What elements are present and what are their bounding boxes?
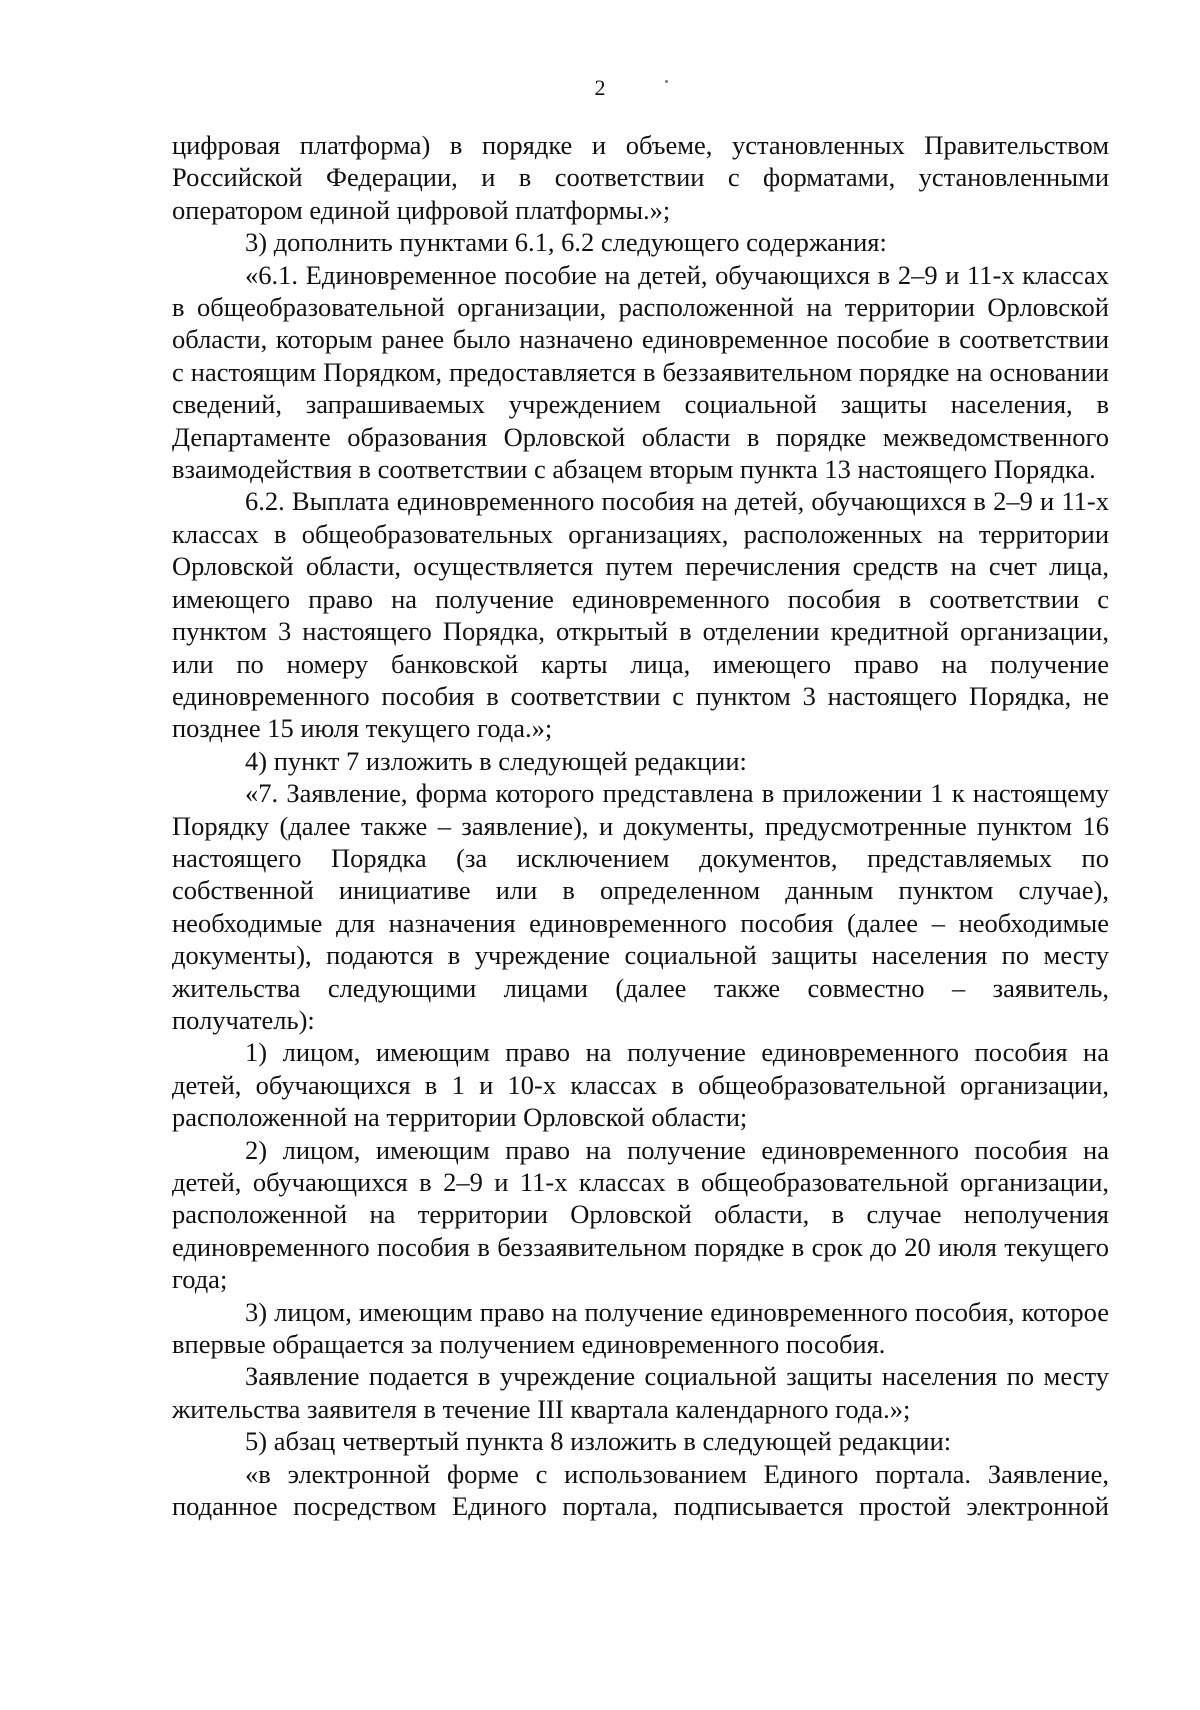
paragraph-list-item-1: 1) лицом, имеющим право на получение единовременного пособия на детей, обучающихся в 1 и 10-х классах в общеобразовательной организации, расположенной на территории Орловской области; (172, 1037, 1109, 1133)
paragraph-continuation: цифровая платформа) в порядке и объеме, установленных Правительством Российской Федерации, и в соответствии с форматами, установленными оператором единой цифровой платформы.»; (172, 130, 1109, 225)
document-body (172, 129, 1109, 1522)
paragraph-list-item-3: 3) лицом, имеющим право на получение единовременного пособия, которое впервые обращается за получением единовременного пособия. (172, 1296, 1109, 1360)
scan-speck (665, 80, 668, 83)
paragraph-amendment-5: 5) абзац четвертый пункта 8 изложить в следующей редакции: (245, 1426, 952, 1457)
paragraph-application-submission: Заявление подается в учреждение социальной защиты населения по месту жительства заявителя в течение III квартала календарного года.»; (172, 1361, 1109, 1424)
paragraph-amendment-4: 4) пункт 7 изложить в следующей редакции: (245, 745, 747, 776)
page-number: 2 (594, 75, 606, 100)
paragraph-amendment-3: 3) дополнить пунктами 6.1, 6.2 следующего содержания: (245, 227, 887, 258)
paragraph-list-item-2: 2) лицом, имеющим право на получение единовременного пособия на детей, обучающихся в 2–9 и 11-х классах в общеобразовательной организации, расположенной на территории Орловской области, в случае неполучения единовременного пособия в беззаявительном порядке в срок до 20 июля текущего года; (172, 1134, 1109, 1295)
paragraph-clause-6-2: 6.2. Выплата единовременного пособия на детей, обучающихся в 2–9 и 11-х классах в общеобразовательных организациях, расположенных на территории Орловской области, осуществляется путем перечисления средств на счет лица, имеющего право на получение единовременного пособия в соответствии с пунктом 3 настоящего Порядка, открытый в отделении кредитной организации, или по номеру банковской карты лица, имеющего право на получение единовременного пособия в соответствии с пунктом 3 настоящего Порядка, не позднее 15 июля текущего года.»; (172, 486, 1109, 744)
paragraph-clause-6-1: «6.1. Единовременное пособие на детей, обучающихся в 2–9 и 11-х классах в общеобразовательной организации, расположенной на территории Орловской области, которым ранее было назначено единовременное пособие в соответствии с настоящим Порядком, предоставляется в беззаявительном порядке на основании сведений, запрашиваемых учреждением социальной защиты населения, в Департаменте образования Орловской области в порядке межведомственного взаимодействия в соответствии с абзацем вторым пункта 13 настоящего Порядка. (172, 259, 1109, 485)
paragraph-clause-7: «7. Заявление, форма которого представлена в приложении 1 к настоящему Порядку (далее также – заявление), и документы, предусмотренные пунктом 16 настоящего Порядка (за исключением документов, представляемых по собственной инициативе или в определенном данным пунктом случае), необходимые для назначения единовременного пособия (далее – необходимые документы), подаются в учреждение социальной защиты населения по месту жительства следующими лицами (далее также совместно – заявитель, получатель): (172, 778, 1109, 1035)
paragraph-electronic-form: «в электронной форме с использованием Единого портала. Заявление, поданное посредством Единого портала, подписывается простой электронной (172, 1458, 1109, 1522)
